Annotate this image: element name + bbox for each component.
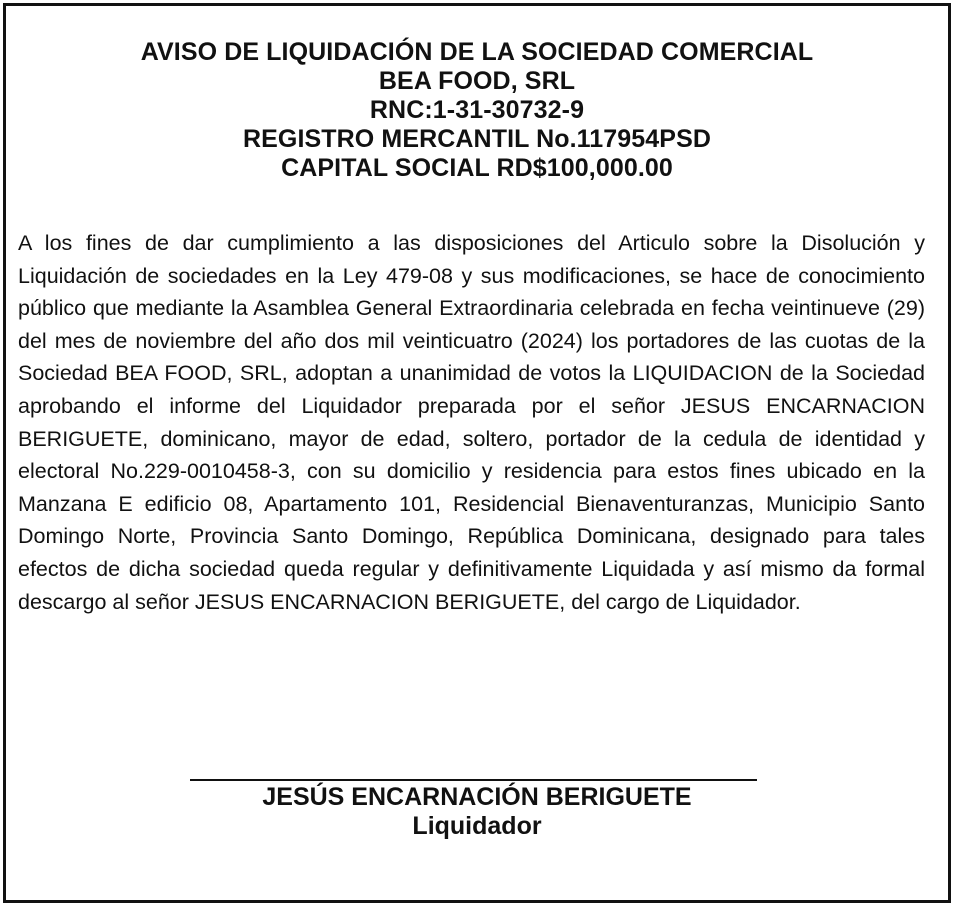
mercantile-registry: REGISTRO MERCANTIL No.117954PSD: [242, 125, 712, 153]
notice-title: AVISO DE LIQUIDACIÓN DE LA SOCIEDAD COMERCIAL: [140, 38, 814, 66]
notice-body-paragraph: A los fines de dar cumplimiento a las disposiciones del Articulo sobre la Disolución y Liquidación de sociedades en la Ley 479-08 y sus modificaciones, se hace de conocimiento público que mediante la Asamblea General Extraordinaria celebrada en fecha veintinueve (29) del mes de noviembre del año dos mil veinticuatro (2024) los portadores de las cuotas de la Sociedad BEA FOOD, SRL, adoptan a unanimidad de votos la LIQUIDACION de la Sociedad aprobando el informe del Liquidador preparada por el señor JESUS ENCARNACION BERIGUETE, dominicano, mayor de edad, soltero, portador de la cedula de identidad y electoral No.229-0010458-3, con su domicilio y residencia para estos fines ubicado en la Manzana E edificio 08, Apartamento 101, Residencial Bienaventuranzas, Municipio Santo Domingo Norte, Provincia Santo Domingo, República Dominicana, designado para tales efectos de dicha sociedad queda regular y definitivamente Liquidada y así mismo da formal descargo al señor JESUS ENCARNACION BERIGUETE, del cargo de Liquidador.: [18, 231, 925, 614]
signature-block: [0, 783, 954, 841]
company-name: BEA FOOD, SRL: [378, 67, 576, 95]
company-rnc: RNC:1-31-30732-9: [369, 96, 585, 124]
signatory-name: JESÚS ENCARNACIÓN BERIGUETE: [262, 783, 692, 811]
social-capital: CAPITAL SOCIAL RD$100,000.00: [281, 154, 673, 182]
signatory-role: Liquidador: [412, 812, 542, 840]
signature-line: [190, 779, 757, 781]
notice-header: [0, 38, 954, 183]
